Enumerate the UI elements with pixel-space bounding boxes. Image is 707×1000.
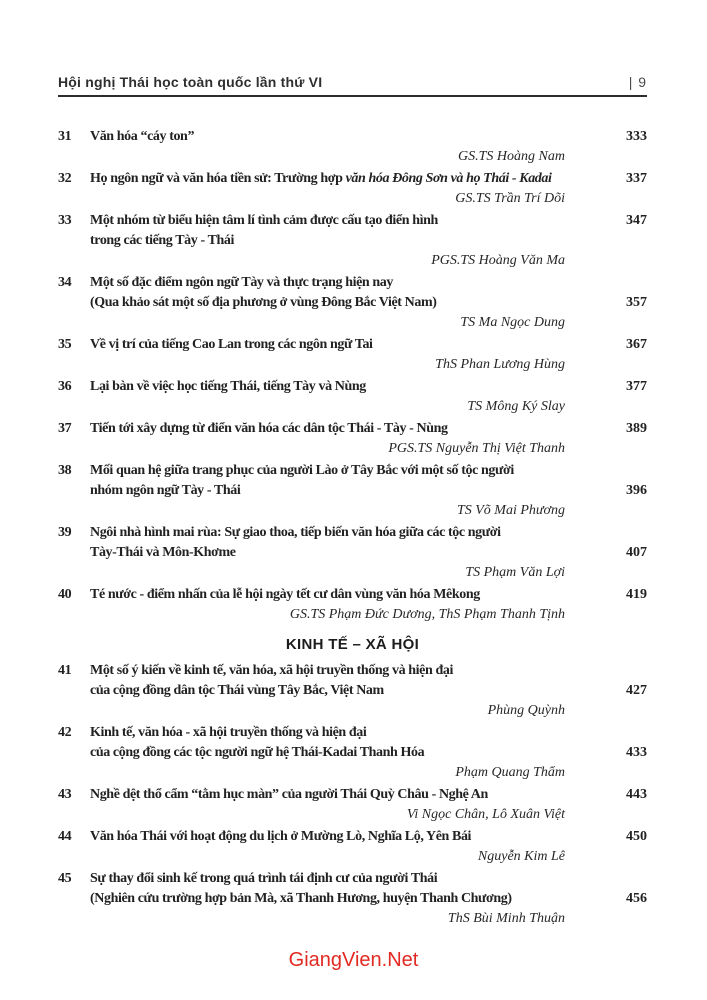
entry-number: 41 <box>58 663 72 678</box>
entry-title-row <box>58 723 647 743</box>
entry-title-row <box>58 869 647 889</box>
toc-entry-45 <box>58 869 647 929</box>
entry-page-number: 333 <box>626 129 647 144</box>
header-title: Hội nghị Thái học toàn quốc lần thứ VI <box>58 74 323 90</box>
toc-entry-36 <box>58 377 647 417</box>
entry-author: TS Phạm Văn Lợi <box>465 565 565 580</box>
entry-author: TS Ma Ngọc Dung <box>460 315 565 330</box>
toc-entry-41 <box>58 661 647 721</box>
toc-entry-35 <box>58 335 647 375</box>
entry-title-row <box>58 211 647 231</box>
entry-page-number: 456 <box>626 891 647 906</box>
entry-author-row <box>58 847 647 867</box>
entry-page-number: 357 <box>626 295 647 310</box>
entry-title-row <box>58 785 647 805</box>
entry-title-line2: của cộng đồng dân tộc Thái vùng Tây Bắc, Việt Nam <box>90 683 384 698</box>
entry-title: Một nhóm từ biểu hiện tâm lí tình cảm được cấu tạo điển hình <box>90 213 438 228</box>
toc-entry-31 <box>58 127 647 167</box>
entry-title: Văn hóa Thái với hoạt động du lịch ở Mường Lò, Nghĩa Lộ, Yên Bái <box>90 829 472 844</box>
entry-number: 33 <box>58 213 72 228</box>
entry-page-number: 389 <box>626 421 647 436</box>
entry-page-number: 367 <box>626 337 647 352</box>
entry-author: TS Võ Mai Phương <box>456 503 565 518</box>
entry-title-row-2 <box>58 889 647 909</box>
entry-title-line2: (Nghiên cứu trường hợp bản Mà, xã Thanh Hương, huyện Thanh Chương) <box>90 891 512 906</box>
entry-number-spacer <box>58 543 90 563</box>
entry-number: 31 <box>58 129 72 144</box>
entry-title: Kinh tế, văn hóa - xã hội truyền thống và hiện đại <box>90 725 367 740</box>
entry-page-number: 396 <box>626 483 647 498</box>
entry-author: TS Mông Ký Slay <box>467 399 565 414</box>
entry-number: 40 <box>58 587 72 602</box>
entry-title: Ngôi nhà hình mai rùa: Sự giao thoa, tiếp biến văn hóa giữa các tộc người <box>90 525 501 540</box>
toc-entry-40 <box>58 585 647 625</box>
entry-author-row <box>58 605 647 625</box>
entry-title-row-2 <box>58 481 647 501</box>
entry-number-spacer <box>58 293 90 313</box>
entry-author-row <box>58 563 647 583</box>
entry-title: Té nước - điểm nhấn của lễ hội ngày tết cư dân vùng văn hóa Mêkong <box>90 587 480 602</box>
page-header <box>58 74 647 97</box>
entry-author: GS.TS Hoàng Nam <box>458 149 565 164</box>
entry-title-plain: Họ ngôn ngữ và văn hóa tiền sử: Trường hợp <box>90 171 346 186</box>
entry-author-row <box>58 701 647 721</box>
entry-number-spacer <box>58 481 90 501</box>
entry-author: Phùng Quỳnh <box>487 703 565 718</box>
entry-author-row <box>58 397 647 417</box>
entry-page-number: 407 <box>626 545 647 560</box>
entry-author-row <box>58 763 647 783</box>
entry-title-row <box>58 335 647 355</box>
toc-entry-38 <box>58 461 647 521</box>
toc-entry-42 <box>58 723 647 783</box>
entry-author: ThS Bùi Minh Thuận <box>447 911 565 926</box>
entry-page-number: 443 <box>626 787 647 802</box>
entry-title-row <box>58 169 647 189</box>
entry-title-row-2 <box>58 743 647 763</box>
entry-number: 44 <box>58 829 72 844</box>
entry-number-spacer <box>58 681 90 701</box>
entry-title-row-2 <box>58 293 647 313</box>
entry-author-row <box>58 251 647 271</box>
entry-number: 32 <box>58 171 72 186</box>
entry-title: Về vị trí của tiếng Cao Lan trong các ngôn ngữ Tai <box>90 337 373 352</box>
toc-entry-37 <box>58 419 647 459</box>
entry-title: Sự thay đổi sinh kế trong quá trình tái định cư của người Thái <box>90 871 438 886</box>
toc-list <box>58 127 647 929</box>
entry-author-row <box>58 501 647 521</box>
entry-number: 45 <box>58 871 72 886</box>
entry-title <box>90 169 603 189</box>
watermark: GiangVien.Net <box>288 949 419 971</box>
toc-entry-32 <box>58 169 647 209</box>
entry-page-number: 433 <box>626 745 647 760</box>
entry-page-number: 347 <box>626 213 647 228</box>
entry-author: PGS.TS Hoàng Văn Ma <box>431 253 565 268</box>
entry-author-row <box>58 189 647 209</box>
entry-title-row <box>58 127 647 147</box>
entry-author: Vi Ngọc Chân, Lô Xuân Việt <box>406 807 565 822</box>
entry-author-row <box>58 909 647 929</box>
entry-title-line2: Tày-Thái và Môn-Khơme <box>90 545 236 560</box>
entry-title: Nghề dệt thổ cẩm “tằm hục màn” của người Thái Quỳ Châu - Nghệ An <box>90 787 488 802</box>
toc-entry-44 <box>58 827 647 867</box>
entry-author-row <box>58 313 647 333</box>
entry-page-number: 427 <box>626 683 647 698</box>
entry-number: 37 <box>58 421 72 436</box>
entry-title-row <box>58 419 647 439</box>
entry-number-spacer <box>58 889 90 909</box>
header-page-number: | 9 <box>628 74 647 90</box>
entry-title-line2: trong các tiếng Tày - Thái <box>90 233 234 248</box>
entry-number: 42 <box>58 725 72 740</box>
entry-page-number: 377 <box>626 379 647 394</box>
entry-author: Nguyễn Kim Lê <box>477 849 565 864</box>
entry-title-row <box>58 377 647 397</box>
entry-title-row-2 <box>58 231 647 251</box>
entry-author: GS.TS Trần Trí Dõi <box>455 191 565 206</box>
entry-author: Phạm Quang Thẩm <box>455 765 565 780</box>
toc-entry-34 <box>58 273 647 333</box>
entry-author-row <box>58 439 647 459</box>
entry-title: Văn hóa “cáy ton” <box>90 129 195 144</box>
entry-page-number: 337 <box>626 171 647 186</box>
entry-page-number: 450 <box>626 829 647 844</box>
entry-title: Tiến tới xây dựng từ điển văn hóa các dân tộc Thái - Tày - Nùng <box>90 421 448 436</box>
entry-number: 35 <box>58 337 72 352</box>
entry-title: Mối quan hệ giữa trang phục của người Lào ở Tây Bắc với một số tộc người <box>90 463 514 478</box>
entry-author-row <box>58 805 647 825</box>
entry-author: GS.TS Phạm Đức Dương, ThS Phạm Thanh Tịnh <box>289 607 565 622</box>
entry-number: 43 <box>58 787 72 802</box>
entry-title-row <box>58 585 647 605</box>
entry-author: ThS Phan Lương Hùng <box>435 357 565 372</box>
entry-title: Một số đặc điểm ngôn ngữ Tày và thực trạng hiện nay <box>90 275 394 290</box>
entry-title-row <box>58 661 647 681</box>
toc-entry-33 <box>58 211 647 271</box>
entry-number-spacer <box>58 743 90 763</box>
entry-number: 38 <box>58 463 72 478</box>
entry-title-row-2 <box>58 681 647 701</box>
entry-author-row <box>58 147 647 167</box>
entry-title-row <box>58 461 647 481</box>
entry-number: 36 <box>58 379 72 394</box>
entry-number-spacer <box>58 231 90 251</box>
toc-entry-39 <box>58 523 647 583</box>
entry-title-row-2 <box>58 543 647 563</box>
entry-author: PGS.TS Nguyễn Thị Việt Thanh <box>388 441 565 456</box>
entry-number: 39 <box>58 525 72 540</box>
toc-entry-43 <box>58 785 647 825</box>
entry-title: Một số ý kiến về kinh tế, văn hóa, xã hội truyền thống và hiện đại <box>90 663 453 678</box>
entry-title: Lại bàn về việc học tiếng Thái, tiếng Tày và Nùng <box>90 379 366 394</box>
entry-title-line2: của cộng đồng các tộc người ngữ hệ Thái-Kadai Thanh Hóa <box>90 745 425 760</box>
entry-title-row <box>58 827 647 847</box>
entry-title-row <box>58 523 647 543</box>
entry-title-italic: văn hóa Đông Sơn và họ Thái - Kadai <box>345 171 552 186</box>
entry-author-row <box>58 355 647 375</box>
entry-page-number: 419 <box>626 587 647 602</box>
entry-title-line2: nhóm ngôn ngữ Tày - Thái <box>90 483 241 498</box>
entry-title-row <box>58 273 647 293</box>
section-heading: KINH TẾ – XÃ HỘI <box>285 636 420 653</box>
entry-number: 34 <box>58 275 72 290</box>
entry-title-line2: (Qua khảo sát một số địa phương ở vùng Đông Bắc Việt Nam) <box>90 295 437 310</box>
